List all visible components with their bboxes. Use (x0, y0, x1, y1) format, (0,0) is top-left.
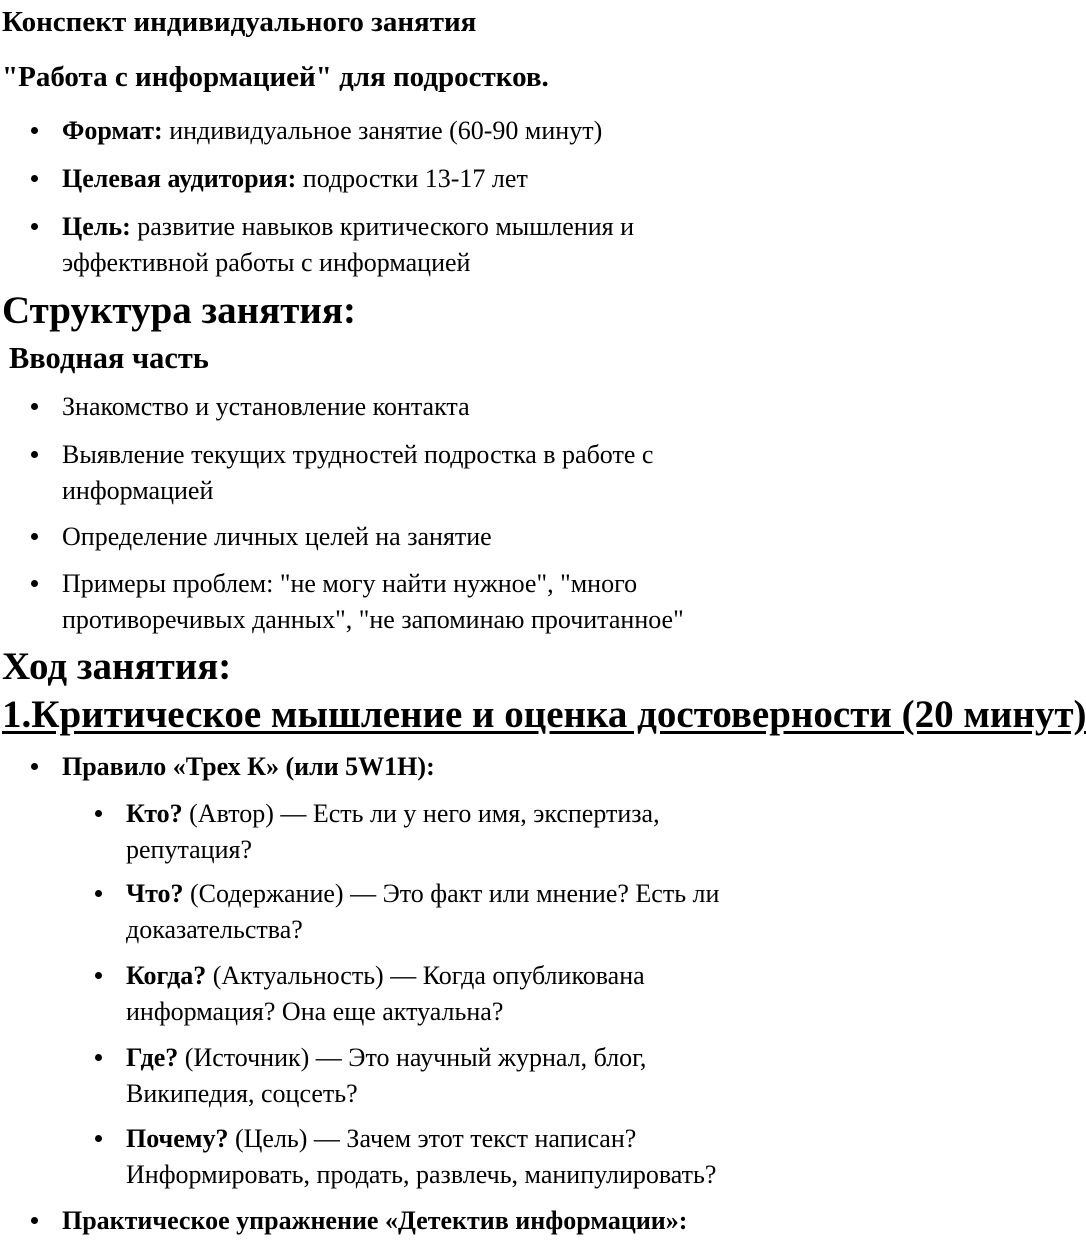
meta-value: подростки 13-17 лет (296, 164, 528, 193)
rule-text: (Источник) — Это научный журнал, блог, (178, 1043, 647, 1072)
rule-text: (Цель) — Зачем этот текст написан? (228, 1124, 637, 1153)
rule-text-continued: Википедия, соцсеть? (126, 1079, 358, 1108)
bullet-icon (31, 451, 38, 458)
rule-label: Кто? (126, 799, 183, 828)
bullet-icon (31, 175, 38, 182)
bullet-icon (31, 580, 38, 587)
meta-item-goal (62, 209, 802, 281)
rule-text: (Содержание) — Это факт или мнение? Есть ли (183, 879, 720, 908)
list-item (62, 437, 802, 509)
meta-item-format (62, 113, 802, 149)
rule-text-continued: доказательства? (126, 915, 303, 944)
list-item-text-continued: противоречивых данных", "не запоминаю прочитанное" (62, 605, 684, 634)
section-1-heading: 1.Критическое мышление и оценка достоверности (20 минут) (2, 693, 1086, 736)
rule-text-continued: репутация? (126, 835, 253, 864)
bullet-icon (95, 1054, 102, 1061)
rule-label: Что? (126, 879, 184, 908)
rule-label: Почему? (126, 1124, 229, 1153)
list-item-text-continued: информацией (62, 476, 214, 505)
meta-value: индивидуальное занятие (60-90 минут) (162, 116, 603, 145)
list-item (62, 566, 802, 638)
rule-item-why (126, 1121, 806, 1193)
rule-text-continued: Информировать, продать, развлечь, манипулировать? (126, 1160, 717, 1189)
bullet-icon (31, 403, 38, 410)
bullet-icon (95, 1135, 102, 1142)
list-item (62, 389, 802, 425)
list-item-text: Определение личных целей на занятие (62, 522, 492, 551)
bullet-icon (95, 810, 102, 817)
rule-heading: Правило «Трех К» (или 5W1H): (62, 752, 435, 781)
course-heading: Ход занятия: (2, 645, 232, 688)
bullet-icon (95, 972, 102, 979)
intro-heading: Вводная часть (9, 341, 209, 375)
exercise-heading: Практическое упражнение «Детектив информации»: (62, 1206, 688, 1235)
rule-text: (Автор) — Есть ли у него имя, экспертиза, (182, 799, 660, 828)
meta-value-continued: эффективной работы с информацией (62, 248, 471, 277)
rule-label: Где? (126, 1043, 179, 1072)
meta-label: Целевая аудитория: (62, 164, 297, 193)
rule-label: Когда? (126, 961, 207, 990)
rule-item-what (126, 876, 806, 948)
rule-text-continued: информация? Она еще актуальна? (126, 997, 504, 1026)
bullet-icon (95, 890, 102, 897)
document-title-line-2: "Работа с информацией" для подростков. (2, 61, 549, 93)
list-item-text: Знакомство и установление контакта (62, 392, 470, 421)
bullet-icon (31, 223, 38, 230)
meta-item-audience (62, 161, 802, 197)
bullet-icon (31, 127, 38, 134)
list-item-text: Выявление текущих трудностей подростка в работе с (62, 440, 654, 469)
rule-item-who (126, 796, 806, 868)
rule-text: (Актуальность) — Когда опубликована (206, 961, 645, 990)
document-title-line-1: Конспект индивидуального занятия (2, 6, 477, 38)
meta-label: Цель: (62, 212, 131, 241)
list-item (62, 519, 802, 555)
meta-value: развитие навыков критического мышления и (130, 212, 634, 241)
bullet-icon (31, 1217, 38, 1224)
structure-heading: Структура занятия: (2, 289, 356, 332)
bullet-icon (31, 763, 38, 770)
exercise-heading-item (62, 1203, 802, 1239)
meta-label: Формат: (62, 116, 163, 145)
bullet-icon (31, 533, 38, 540)
rule-heading-item (62, 749, 802, 785)
rule-item-where (126, 1040, 806, 1112)
rule-item-when (126, 958, 806, 1030)
list-item-text: Примеры проблем: "не могу найти нужное", "много (62, 569, 638, 598)
